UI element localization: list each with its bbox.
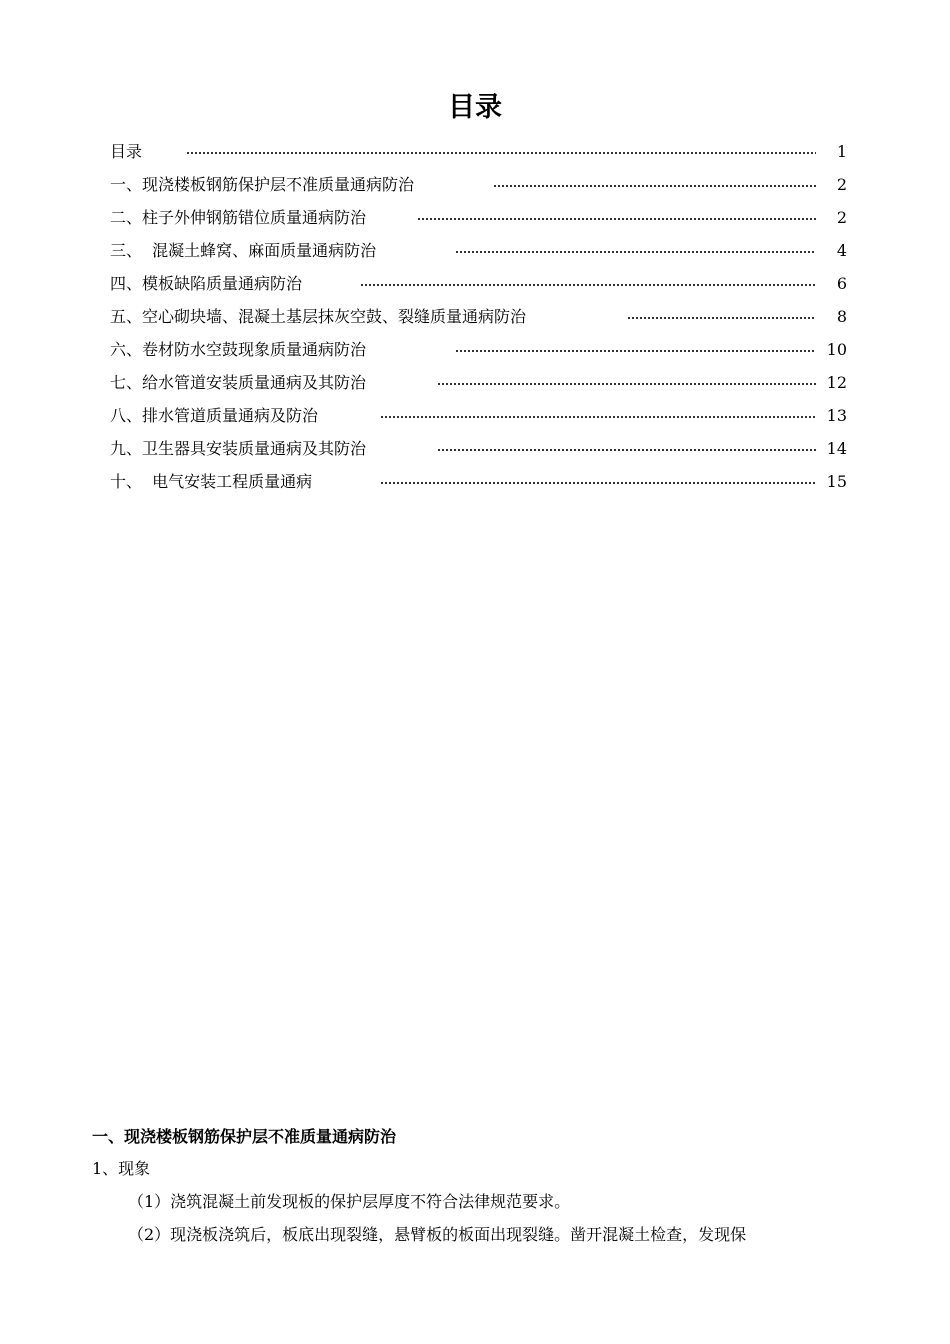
toc-entry[interactable]	[0, 334, 950, 366]
toc-entry[interactable]	[0, 466, 950, 498]
toc-leader-dots	[627, 317, 816, 319]
toc-entry-label: 八、排水管道质量通病及防治	[110, 406, 319, 425]
toc-entry-page: 2	[836, 208, 847, 227]
toc-entry-page: 4	[836, 241, 847, 260]
toc-entry-page: 1	[836, 142, 847, 161]
toc-entry[interactable]	[0, 235, 950, 267]
toc-entry-label: 十、 电气安装工程质量通病	[110, 472, 313, 491]
toc-entry-label: 五、空心砌块墙、混凝土基层抹灰空鼓、裂缝质量通病防治	[110, 307, 527, 326]
section-heading: 一、现浇楼板钢筋保护层不准质量通病防治	[92, 1127, 397, 1146]
toc-leader-dots	[380, 416, 816, 418]
toc-leader-dots	[437, 383, 816, 385]
toc-entry[interactable]	[0, 169, 950, 201]
toc-leader-dots	[417, 218, 816, 220]
toc-entry[interactable]	[0, 136, 950, 168]
body-paragraph: （2）现浇板浇筑后，板底出现裂缝，悬臂板的板面出现裂缝。凿开混凝土检查，发现保	[128, 1225, 747, 1244]
toc-leader-dots	[186, 152, 816, 154]
toc-leader-dots	[493, 185, 816, 187]
toc-entry-page: 15	[826, 472, 847, 491]
toc-entry-label: 二、柱子外伸钢筋错位质量通病防治	[110, 208, 367, 227]
toc-entry-page: 12	[826, 373, 847, 392]
body-paragraph: （1）浇筑混凝土前发现板的保护层厚度不符合法律规范要求。	[128, 1192, 571, 1211]
toc-entry-label: 六、卷材防水空鼓现象质量通病防治	[110, 340, 367, 359]
toc-entry[interactable]	[0, 301, 950, 333]
toc-entry-label: 九、卫生器具安装质量通病及其防治	[110, 439, 367, 458]
toc-entry-page: 14	[826, 439, 847, 458]
toc-entry[interactable]	[0, 400, 950, 432]
toc-entry-page: 2	[836, 175, 847, 194]
toc-entry[interactable]	[0, 367, 950, 399]
toc-entry-page: 10	[826, 340, 847, 359]
toc-entry-label: 三、 混凝土蜂窝、麻面质量通病防治	[110, 241, 377, 260]
toc-entry-label: 七、给水管道安装质量通病及其防治	[110, 373, 367, 392]
toc-entry[interactable]	[0, 268, 950, 300]
toc-leader-dots	[380, 482, 816, 484]
toc-leader-dots	[360, 284, 816, 286]
toc-entry-label: 目录	[110, 142, 143, 161]
toc-entry-label: 四、模板缺陷质量通病防治	[110, 274, 303, 293]
toc-entry[interactable]	[0, 202, 950, 234]
toc-entry-page: 13	[826, 406, 847, 425]
toc-leader-dots	[455, 251, 816, 253]
toc-entry-label: 一、现浇楼板钢筋保护层不准质量通病防治	[110, 175, 415, 194]
toc-entry[interactable]	[0, 433, 950, 465]
section-subheading: 1、现象	[92, 1159, 151, 1178]
toc-entry-page: 8	[836, 307, 847, 326]
toc-entry-page: 6	[836, 274, 847, 293]
page-title: 目录	[448, 92, 502, 123]
toc-leader-dots	[437, 449, 816, 451]
toc-leader-dots	[455, 350, 816, 352]
